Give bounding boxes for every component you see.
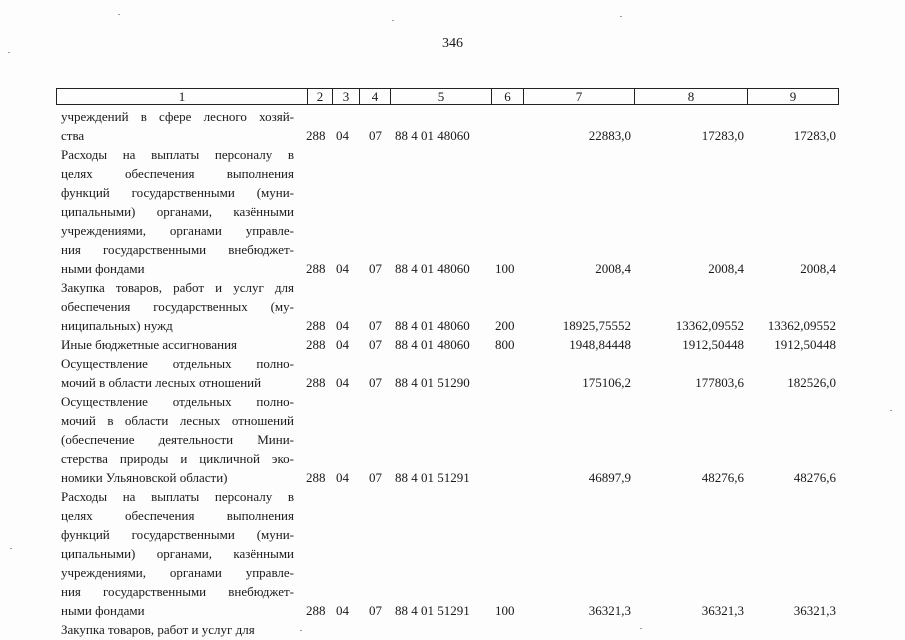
row-cell-c4: 07 bbox=[369, 261, 382, 276]
row-description-line: ципальными) органами, казёнными bbox=[61, 546, 294, 561]
row-cell-c3: 04 bbox=[336, 375, 349, 390]
row-description-line: учреждений в сфере лесного хозяй- bbox=[61, 109, 294, 124]
row-cell-c9: 182526,0 bbox=[787, 375, 836, 390]
row-cell-c6: 800 bbox=[495, 337, 515, 352]
row-description-line: обеспечения государственных (му- bbox=[61, 299, 294, 314]
row-cell-c8: 177803,6 bbox=[695, 375, 744, 390]
row-description-line: мочий в области лесных отношений bbox=[61, 375, 262, 390]
column-header-8: 8 bbox=[634, 89, 747, 104]
row-cell-c8: 17283,0 bbox=[701, 128, 744, 143]
row-cell-c7: 175106,2 bbox=[582, 375, 631, 390]
row-description-line: Закупка товаров, работ и услуг для bbox=[61, 280, 294, 295]
row-cell-c4: 07 bbox=[369, 318, 382, 333]
row-cell-c5: 88 4 01 48060 bbox=[395, 128, 470, 143]
row-description-line: ния государственными внебюджет- bbox=[61, 584, 294, 599]
row-description-line: ниципальных) нужд bbox=[61, 318, 173, 333]
row-cell-c8: 13362,09552 bbox=[675, 318, 744, 333]
row-cell-c2: 288 bbox=[306, 603, 326, 618]
row-cell-c6: 100 bbox=[495, 261, 515, 276]
row-description-line: ства bbox=[61, 128, 85, 143]
row-cell-c5: 88 4 01 48060 bbox=[395, 337, 470, 352]
row-cell-c3: 04 bbox=[336, 603, 349, 618]
row-description-line: ными фондами bbox=[61, 603, 145, 618]
row-description-line: Иные бюджетные ассигнования bbox=[61, 337, 238, 352]
row-cell-c2: 288 bbox=[306, 318, 326, 333]
row-cell-c7: 18925,75552 bbox=[562, 318, 631, 333]
row-description-line: ными фондами bbox=[61, 261, 145, 276]
row-cell-c7: 1948,84448 bbox=[569, 337, 631, 352]
row-description-line: учреждениями, органами управле- bbox=[61, 223, 294, 238]
row-cell-c3: 04 bbox=[336, 261, 349, 276]
row-cell-c6: 200 bbox=[495, 318, 515, 333]
row-cell-c5: 88 4 01 48060 bbox=[395, 318, 470, 333]
row-description-line: Расходы на выплаты персоналу в bbox=[61, 489, 294, 504]
column-header-7: 7 bbox=[523, 89, 634, 104]
row-cell-c7: 36321,3 bbox=[588, 603, 631, 618]
row-description-line: номики Ульяновской области) bbox=[61, 470, 228, 485]
column-header-5: 5 bbox=[390, 89, 491, 104]
row-cell-c3: 04 bbox=[336, 470, 349, 485]
row-description-line: мочий в области лесных отношений bbox=[61, 413, 294, 428]
row-cell-c9: 1912,50448 bbox=[774, 337, 836, 352]
column-header-3: 3 bbox=[332, 89, 359, 104]
row-cell-c9: 17283,0 bbox=[793, 128, 836, 143]
row-cell-c3: 04 bbox=[336, 128, 349, 143]
row-cell-c9: 13362,09552 bbox=[767, 318, 836, 333]
row-cell-c4: 07 bbox=[369, 337, 382, 352]
row-cell-c8: 1912,50448 bbox=[682, 337, 744, 352]
row-cell-c9: 36321,3 bbox=[793, 603, 836, 618]
row-description-line: Закупка товаров, работ и услуг для bbox=[61, 622, 255, 637]
page-number: 346 bbox=[442, 36, 463, 51]
row-cell-c2: 288 bbox=[306, 128, 326, 143]
row-cell-c4: 07 bbox=[369, 603, 382, 618]
row-cell-c7: 2008,4 bbox=[595, 261, 631, 276]
column-header-2: 2 bbox=[307, 89, 332, 104]
row-cell-c5: 88 4 01 48060 bbox=[395, 261, 470, 276]
row-description-line: ния государственными внебюджет- bbox=[61, 242, 294, 257]
column-header-1: 1 bbox=[178, 89, 186, 104]
row-cell-c7: 22883,0 bbox=[588, 128, 631, 143]
row-cell-c4: 07 bbox=[369, 375, 382, 390]
row-description-line: Осуществление отдельных полно- bbox=[61, 356, 294, 371]
row-description-line: (обеспечение деятельности Мини- bbox=[61, 432, 294, 447]
row-description-line: целях обеспечения выполнения bbox=[61, 166, 294, 181]
row-cell-c6: 100 bbox=[495, 603, 515, 618]
row-cell-c8: 2008,4 bbox=[708, 261, 744, 276]
column-header-6: 6 bbox=[491, 89, 523, 104]
row-cell-c2: 288 bbox=[306, 261, 326, 276]
row-cell-c9: 48276,6 bbox=[793, 470, 836, 485]
row-cell-c4: 07 bbox=[369, 128, 382, 143]
row-description-line: ципальными) органами, казёнными bbox=[61, 204, 294, 219]
row-cell-c2: 288 bbox=[306, 470, 326, 485]
row-cell-c4: 07 bbox=[369, 470, 382, 485]
row-description-line: Расходы на выплаты персоналу в bbox=[61, 147, 294, 162]
row-cell-c9: 2008,4 bbox=[800, 261, 836, 276]
row-cell-c8: 36321,3 bbox=[701, 603, 744, 618]
row-cell-c2: 288 bbox=[306, 337, 326, 352]
row-cell-c5: 88 4 01 51291 bbox=[395, 470, 470, 485]
column-header-4: 4 bbox=[359, 89, 390, 104]
row-description-line: стерства природы и цикличной эко- bbox=[61, 451, 294, 466]
row-description-line: Осуществление отдельных полно- bbox=[61, 394, 294, 409]
row-cell-c8: 48276,6 bbox=[701, 470, 744, 485]
row-description-line: учреждениями, органами управле- bbox=[61, 565, 294, 580]
row-cell-c3: 04 bbox=[336, 318, 349, 333]
row-cell-c5: 88 4 01 51290 bbox=[395, 375, 470, 390]
row-cell-c5: 88 4 01 51291 bbox=[395, 603, 470, 618]
row-description-line: функций государственными (муни- bbox=[61, 527, 294, 542]
row-description-line: целях обеспечения выполнения bbox=[61, 508, 294, 523]
row-cell-c3: 04 bbox=[336, 337, 349, 352]
row-description-line: функций государственными (муни- bbox=[61, 185, 294, 200]
row-cell-c2: 288 bbox=[306, 375, 326, 390]
column-header-9: 9 bbox=[747, 89, 838, 104]
row-cell-c7: 46897,9 bbox=[588, 470, 631, 485]
